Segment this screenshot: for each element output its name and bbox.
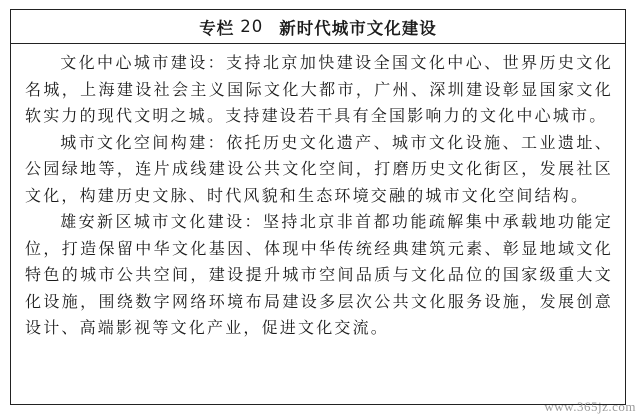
watermark: www.365jz.com [544,399,636,414]
paragraph-cultural-space: 城市文化空间构建：依托历史文化遗产、城市文化设施、工业遗址、公园绿地等，连片成线建设公共文化空间，打磨历史文化街区，发展社区文化，构建历史文脉、时代风貌和生态环境交融的城市文化空间结构。 [25,132,613,205]
feature-box [10,9,626,405]
box-body [11,44,625,342]
box-number: 20 [240,17,264,36]
box-label: 专栏 [199,18,235,38]
paragraph-cultural-center: 文化中心城市建设：支持北京加快建设全国文化中心、世界历史文化名城，上海建设社会主义国际文化大都市，广州、深圳建设彰显国家文化软实力的现代文明之城。支持建设若干具有全国影响力的文化中心城市。 [25,53,613,125]
box-header [11,10,625,44]
box-title: 新时代城市文化建设 [279,18,437,38]
paragraph-xiongan: 雄安新区城市文化建设：坚持北京非首都功能疏解集中承载地功能定位，打造保留中华文化基因、体现中华传统经典建筑元素、彰显地域文化特色的城市公共空间，建设提升城市空间品质与文化品位的国家级重大文化设施，围绕数字网络环境布局建设多层次公共文化服务设施，发展创意设计、高端影视等文化产业，促进文化交流。 [25,212,613,337]
